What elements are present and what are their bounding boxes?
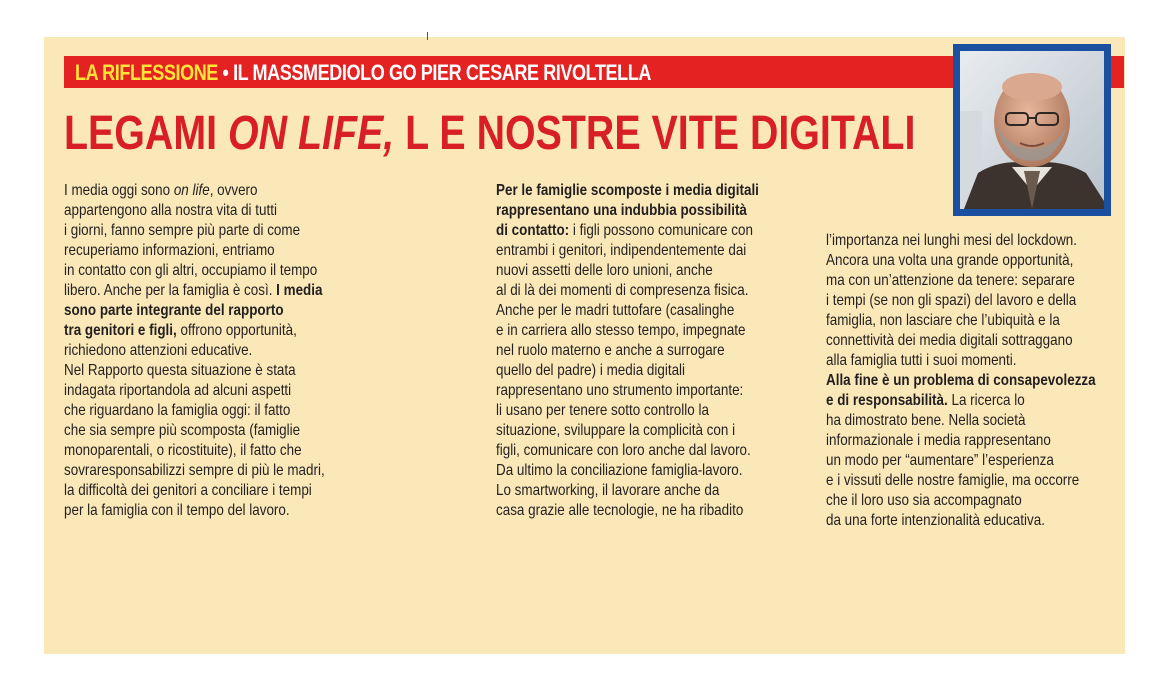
body-text: i giorni, fanno sempre più parte di come [64, 222, 301, 239]
col1-line [64, 301, 325, 321]
body-text: rappresentano uno strumento importante: [496, 382, 744, 399]
col1-line [64, 201, 325, 221]
bold-text: di contatto: [496, 222, 570, 239]
body-text: che il loro uso sia accompagnato [826, 492, 1022, 509]
col3-line [826, 471, 1096, 491]
body-text: la difficoltà dei genitori a conciliare i tempi [64, 482, 312, 499]
col2-line [496, 321, 759, 341]
italic-text: on life [173, 182, 210, 199]
body-text: da una forte intenzionalità educativa. [826, 512, 1045, 529]
col2-line [496, 381, 759, 401]
bold-text: e di responsabilità. [826, 392, 948, 409]
col2-line [496, 401, 759, 421]
headline [64, 106, 915, 162]
col2-line [496, 441, 759, 461]
headline-italic: ON LIFE, [228, 107, 395, 160]
body-text: La ricerca lo [947, 392, 1025, 409]
author-photo [960, 51, 1104, 209]
author-portrait-image [960, 51, 1104, 209]
col1-line [64, 501, 325, 521]
col3-line [826, 311, 1096, 331]
col2-line [496, 241, 759, 261]
body-text: offrono opportunità, [176, 322, 297, 339]
body-text: e in carriera allo stesso tempo, impegnate [496, 322, 746, 339]
col1-line [64, 381, 325, 401]
body-text: e i vissuti delle nostre famiglie, ma occorre [826, 472, 1080, 489]
body-text: che riguardano la famiglia oggi: il fatto [64, 402, 291, 419]
col2-line [496, 341, 759, 361]
col2-line [496, 201, 759, 221]
col2-line [496, 221, 759, 241]
body-text: connettività dei media digitali sottraggano [826, 332, 1073, 349]
author-photo-frame [953, 44, 1111, 216]
col1-line [64, 281, 325, 301]
col3-line [826, 491, 1096, 511]
bold-text: Alla fine è un problema di consapevolezza [826, 372, 1096, 389]
body-text: libero. Anche per la famiglia è così. [64, 282, 277, 299]
body-text: per la famiglia con il tempo del lavoro. [64, 502, 290, 519]
col3-line [826, 411, 1096, 431]
col1-line [64, 341, 325, 361]
col1-line [64, 481, 325, 501]
col3-line [826, 251, 1096, 271]
headline-part1: LEGAMI [64, 107, 228, 160]
col1-line [64, 441, 325, 461]
body-text: entrambi i genitori, indipendentemente dai [496, 242, 747, 259]
col3-line [826, 511, 1096, 531]
col3-line [826, 291, 1096, 311]
body-text: I media oggi sono [64, 182, 174, 199]
col3-line [826, 391, 1096, 411]
col1-line [64, 321, 325, 341]
body-text: quello del padre) i media digitali [496, 362, 686, 379]
crop-mark [427, 32, 428, 40]
body-text: l’importanza nei lunghi mesi del lockdown. [826, 232, 1078, 249]
col1-line [64, 221, 325, 241]
body-text: Nel Rapporto questa situazione è stata [64, 362, 296, 379]
body-text: indagata riportandola ad alcuni aspetti [64, 382, 292, 399]
kicker [75, 58, 651, 88]
body-text: nel ruolo materno e anche a surrogare [496, 342, 725, 359]
col2-line [496, 421, 759, 441]
col2-line [496, 461, 759, 481]
body-text: i figli possono comunicare con [569, 222, 753, 239]
body-text: un modo per “aumentare” l’esperienza [826, 452, 1054, 469]
body-text: i tempi (se non gli spazi) del lavoro e della [826, 292, 1077, 309]
col2-line [496, 181, 759, 201]
bold-text: Per le famiglie scomposte i media digitali [496, 182, 759, 199]
body-text: monoparentali, o ricostituite), il fatto che [64, 442, 302, 459]
bold-text: sono parte integrante del rapporto [64, 302, 284, 319]
body-text: figli, comunicare con loro anche dal lavoro. [496, 442, 751, 459]
body-text: al di là dei momenti di compresenza fisica. [496, 282, 749, 299]
col1-line [64, 261, 325, 281]
bold-text: I media [276, 282, 323, 299]
body-text: richiedono attenzioni educative. [64, 342, 253, 359]
col2-line [496, 361, 759, 381]
col2-line [496, 261, 759, 281]
body-text: sovraresponsabilizzi sempre di più le madri, [64, 462, 325, 479]
body-text: nuovi assetti delle loro unioni, anche [496, 262, 713, 279]
col3-line [826, 431, 1096, 451]
col3-line [826, 271, 1096, 291]
col1-line [64, 401, 325, 421]
col1-line [64, 181, 325, 201]
col1-line [64, 361, 325, 381]
body-text: Anche per le madri tuttofare (casalinghe [496, 302, 735, 319]
body-text: casa grazie alle tecnologie, ne ha ribadito [496, 502, 744, 519]
text-column-1 [64, 181, 374, 521]
bold-text: tra genitori e figli, [64, 322, 177, 339]
author-byline: IL MASSMEDIOLO GO PIER CESARE RIVOLTELLA [233, 60, 651, 85]
body-text: , ovvero [209, 182, 258, 199]
col2-line [496, 481, 759, 501]
body-text: alla famiglia tutti i suoi momenti. [826, 352, 1017, 369]
col3-line [826, 371, 1096, 391]
body-text: in contatto con gli altri, occupiamo il tempo [64, 262, 318, 279]
body-text: ha dimostrato bene. Nella società [826, 412, 1026, 429]
separator-dot: • [222, 60, 229, 85]
bold-text: rappresentano una indubbia possibilità [496, 202, 747, 219]
body-text: situazione, sviluppare la complicità con i [496, 422, 736, 439]
body-text: li usano per tenere sotto controllo la [496, 402, 709, 419]
col3-line [826, 231, 1096, 251]
col2-line [496, 281, 759, 301]
text-column-2 [496, 181, 809, 521]
text-column-3 [826, 231, 1147, 531]
body-text: Ancora una volta una grande opportunità, [826, 252, 1074, 269]
body-text: informazionale i media rappresentano [826, 432, 1051, 449]
col3-line [826, 451, 1096, 471]
body-text: che sia sempre più scomposta (famiglie [64, 422, 301, 439]
body-text: ma con un’attenzione da tenere: separare [826, 272, 1075, 289]
headline-part2: L E NOSTRE VITE DIGITALI [394, 107, 916, 160]
section-tag: LA RIFLESSIONE [75, 60, 218, 85]
col1-line [64, 241, 325, 261]
body-text: Lo smartworking, il lavorare anche da [496, 482, 720, 499]
col3-line [826, 331, 1096, 351]
body-text: appartengono alla nostra vita di tutti [64, 202, 277, 219]
col2-line [496, 501, 759, 521]
col2-line [496, 301, 759, 321]
col1-line [64, 461, 325, 481]
col3-line [826, 351, 1096, 371]
body-text: recuperiamo informazioni, entriamo [64, 242, 275, 259]
col1-line [64, 421, 325, 441]
body-text: famiglia, non lasciare che l’ubiquità e la [826, 312, 1060, 329]
body-text: Da ultimo la conciliazione famiglia-lavoro. [496, 462, 743, 479]
